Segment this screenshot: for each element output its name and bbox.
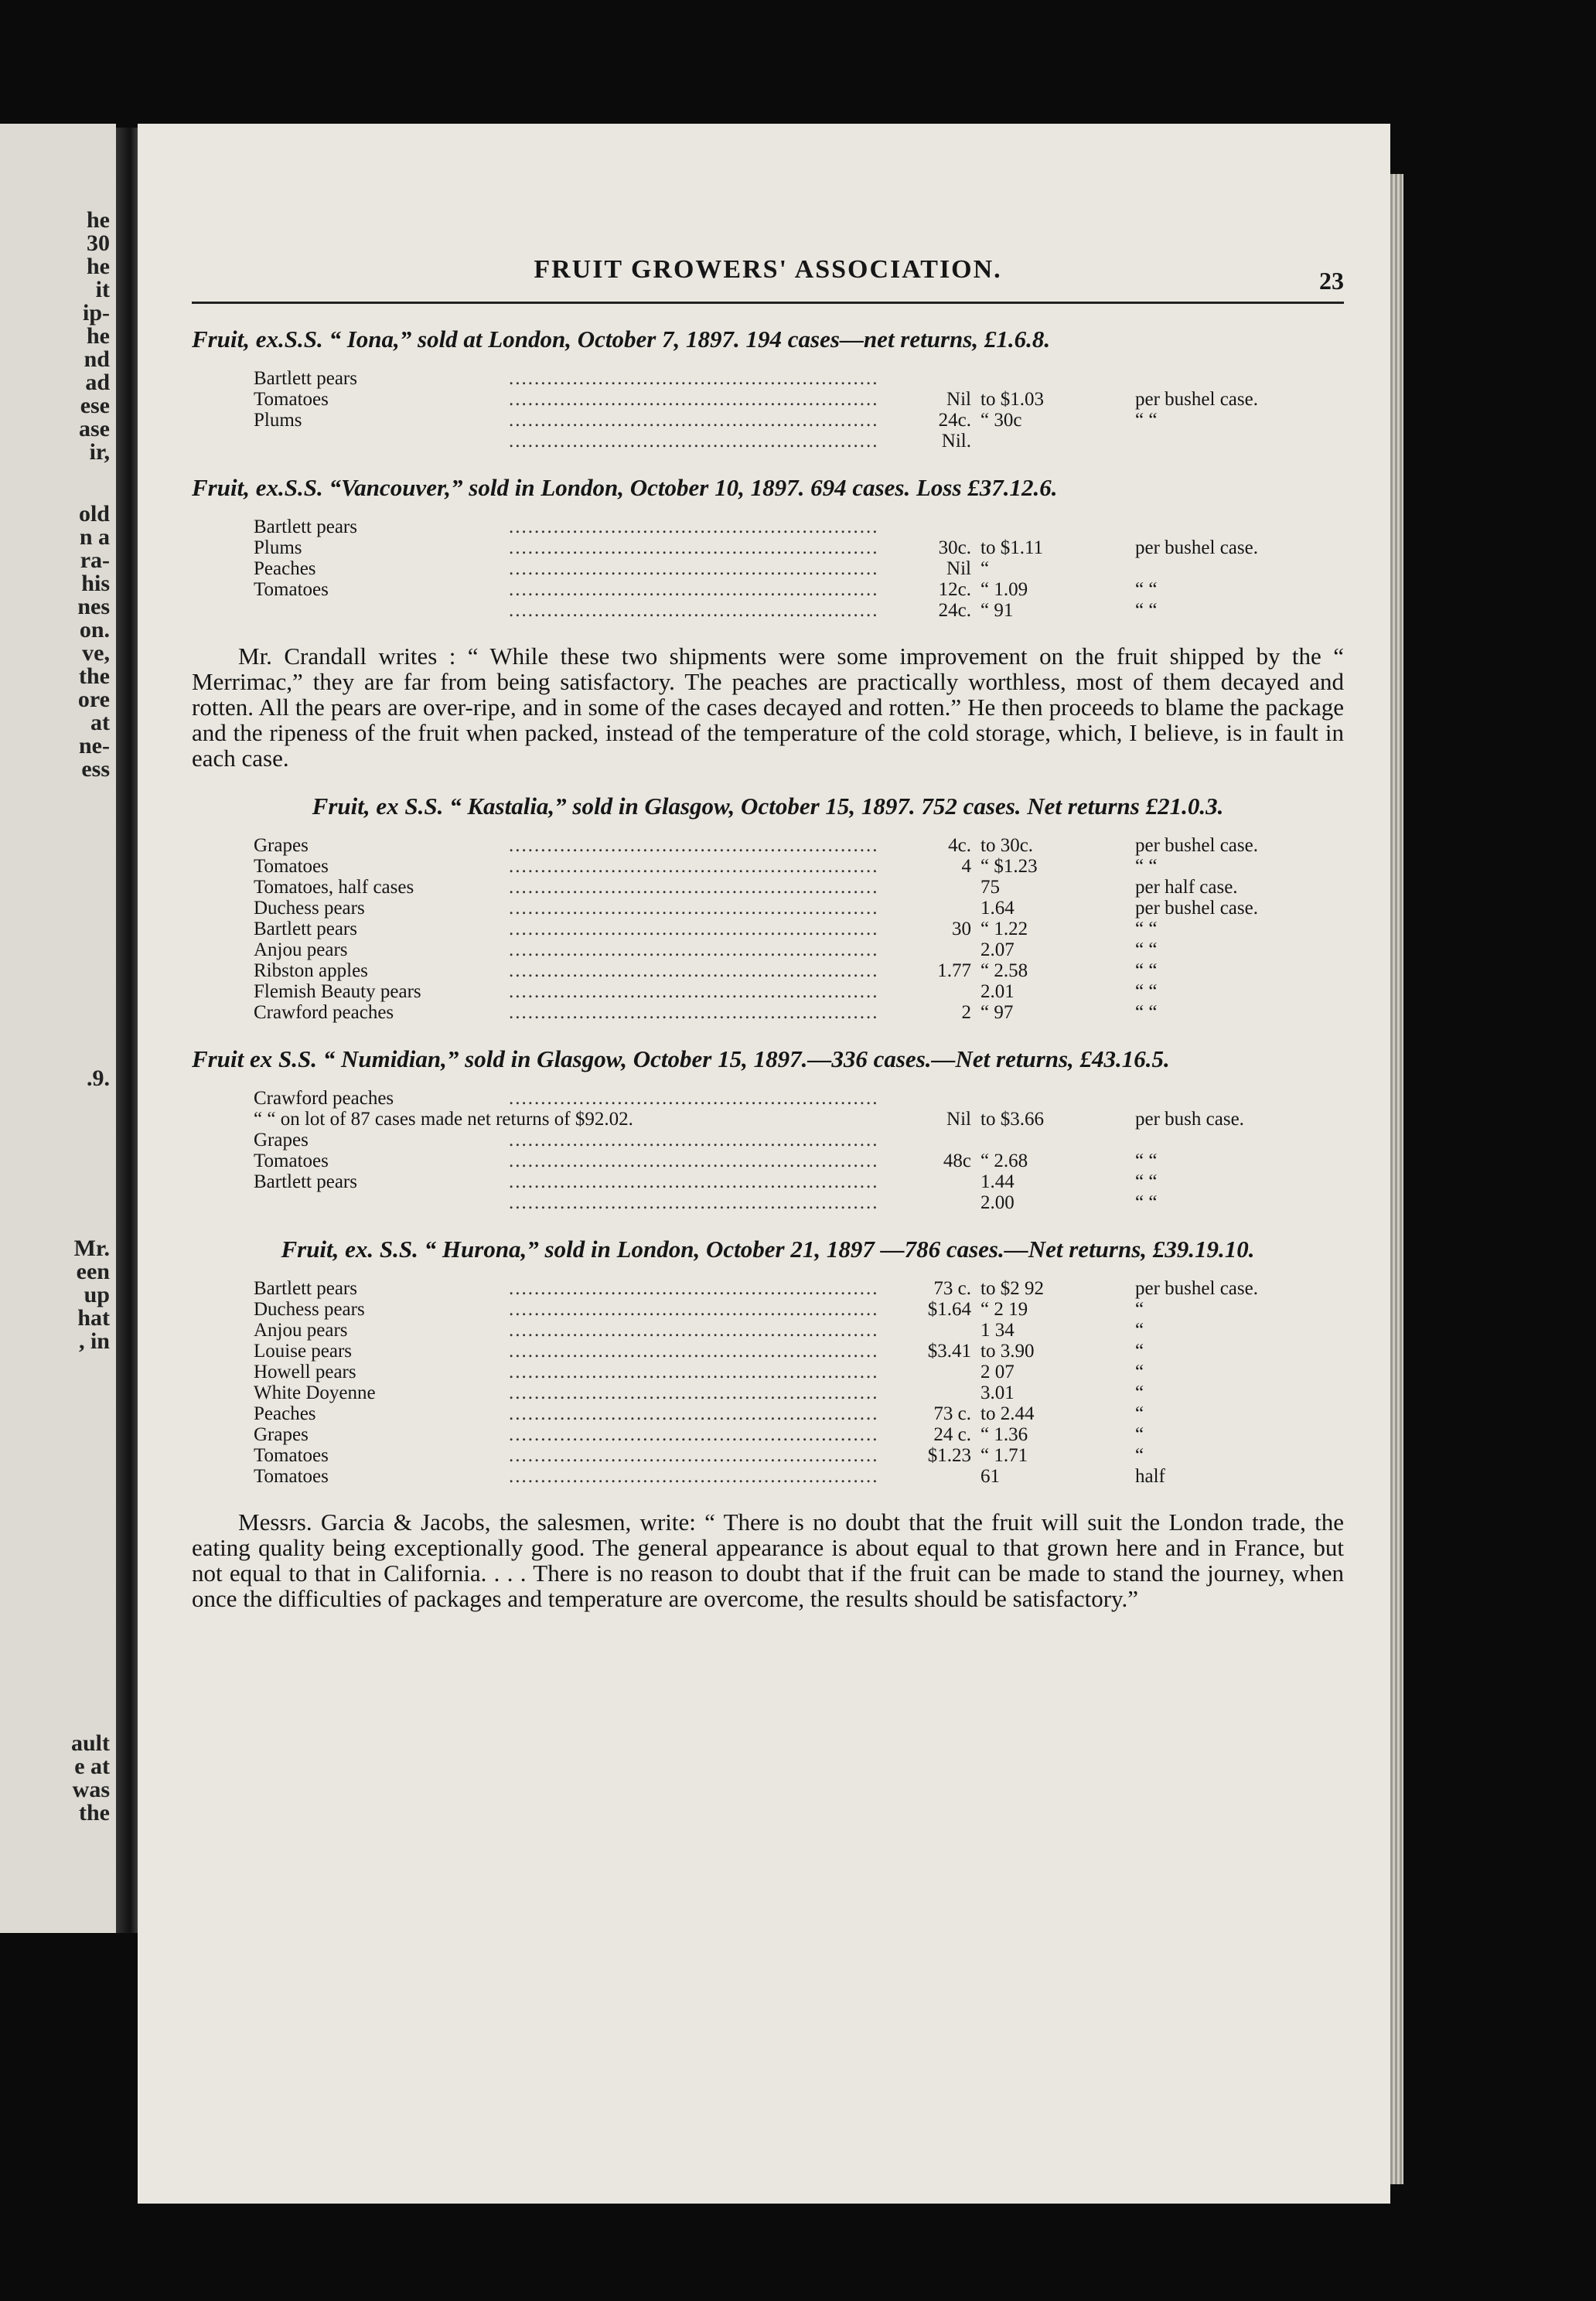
facing-page-fragment: on. bbox=[79, 617, 110, 643]
price-low bbox=[880, 1172, 980, 1193]
facing-page-fragment: ip- bbox=[82, 300, 110, 326]
price-low bbox=[880, 878, 980, 898]
price-unit: per bushel case. bbox=[1135, 898, 1258, 919]
price-low: 24c. bbox=[938, 601, 971, 621]
price-high: to $2 92 bbox=[980, 1279, 1044, 1299]
price-high: “ 1.36 bbox=[980, 1425, 1028, 1445]
price-low bbox=[880, 1130, 980, 1151]
price-low: 24c. bbox=[938, 411, 971, 431]
fruit-item: Tomatoes, half cases bbox=[254, 878, 414, 898]
facing-page-fragment: ese bbox=[80, 393, 110, 418]
fruit-item: Bartlett pears bbox=[254, 919, 357, 939]
price-row bbox=[254, 1110, 1290, 1130]
facing-page-fragment: at bbox=[90, 710, 110, 735]
leader-dots bbox=[509, 961, 880, 982]
fruit-item: Crawford peaches bbox=[254, 1089, 394, 1109]
leader-dots bbox=[509, 1279, 880, 1300]
price-row bbox=[254, 1279, 1290, 1300]
price-high: to $3.66 bbox=[980, 1110, 1044, 1130]
fruit-item: Tomatoes bbox=[254, 1151, 329, 1171]
fruit-item: Plums bbox=[254, 411, 302, 431]
leader-dots bbox=[509, 431, 880, 452]
running-header bbox=[192, 255, 1344, 304]
price-high: to $1.03 bbox=[980, 390, 1044, 410]
price-row bbox=[254, 940, 1290, 961]
price-unit: “ bbox=[1135, 1446, 1144, 1466]
price-table bbox=[254, 1089, 1290, 1214]
price-high: 2.07 bbox=[980, 940, 1015, 960]
price-row bbox=[254, 982, 1290, 1003]
price-high: 2.00 bbox=[980, 1193, 1015, 1213]
price-low bbox=[880, 1089, 980, 1110]
facing-page-fragment: old bbox=[78, 501, 110, 527]
facing-page-fragment: he bbox=[87, 254, 110, 279]
facing-page-fragment: ase bbox=[79, 416, 110, 441]
price-row bbox=[254, 431, 1290, 452]
price-unit: “ bbox=[1135, 1341, 1144, 1362]
price-high bbox=[980, 1089, 1135, 1110]
price-unit: “ “ bbox=[1135, 411, 1158, 431]
leader-dots bbox=[509, 940, 880, 961]
facing-page-fragment: was bbox=[72, 1777, 110, 1802]
price-low: 24 c. bbox=[933, 1425, 971, 1445]
price-high: “ 2.68 bbox=[980, 1151, 1028, 1171]
fruit-item: Louise pears bbox=[254, 1341, 353, 1362]
facing-page-fragment: e at bbox=[74, 1754, 110, 1779]
fruit-item: White Doyenne bbox=[254, 1383, 376, 1403]
price-low bbox=[880, 982, 980, 1003]
price-high: “ 97 bbox=[980, 1003, 1014, 1023]
price-unit: per bushel case. bbox=[1135, 538, 1258, 558]
facing-page-fragment: ault bbox=[70, 1730, 110, 1756]
price-row bbox=[254, 1446, 1290, 1467]
price-unit bbox=[1135, 1130, 1290, 1151]
leader-dots bbox=[509, 517, 880, 538]
fruit-item: Ribston apples bbox=[254, 961, 368, 981]
shipments-section-2 bbox=[192, 791, 1344, 1488]
facing-page-fragment: een bbox=[76, 1259, 110, 1284]
price-row bbox=[254, 580, 1290, 601]
price-table bbox=[254, 517, 1290, 622]
price-high: 1 34 bbox=[980, 1321, 1015, 1341]
price-row bbox=[254, 1362, 1290, 1383]
leader-dots bbox=[509, 1404, 880, 1425]
price-low: Nil bbox=[946, 559, 971, 579]
price-unit bbox=[1135, 559, 1290, 580]
price-low: 4c. bbox=[948, 836, 971, 856]
price-low bbox=[880, 1362, 980, 1383]
price-row bbox=[254, 1300, 1290, 1321]
facing-page-fragment: 30 bbox=[87, 230, 110, 256]
price-low: 73 c. bbox=[933, 1404, 971, 1424]
price-unit: “ “ bbox=[1135, 940, 1158, 960]
price-unit: per bush case. bbox=[1135, 1110, 1244, 1130]
leader-dots bbox=[509, 1172, 880, 1193]
price-low bbox=[880, 369, 980, 390]
fruit-item: Flemish Beauty pears bbox=[254, 982, 421, 1002]
fruit-item: Grapes bbox=[254, 1130, 309, 1150]
price-low bbox=[880, 517, 980, 538]
price-low: 30 bbox=[952, 919, 971, 939]
price-low: 73 c. bbox=[933, 1279, 971, 1299]
price-unit: “ “ bbox=[1135, 1193, 1158, 1213]
fruit-item: Bartlett pears bbox=[254, 1172, 357, 1192]
price-low: $1.23 bbox=[927, 1446, 971, 1466]
price-high: to 3.90 bbox=[980, 1341, 1035, 1362]
price-high: 3.01 bbox=[980, 1383, 1015, 1403]
price-unit: per bushel case. bbox=[1135, 836, 1258, 856]
facing-page bbox=[0, 124, 116, 1933]
price-row bbox=[254, 878, 1290, 898]
fruit-item: Tomatoes bbox=[254, 580, 329, 600]
price-high: 1.64 bbox=[980, 898, 1015, 919]
fruit-item: Plums bbox=[254, 538, 302, 558]
facing-page-fragment: ad bbox=[85, 370, 110, 395]
leader-dots bbox=[509, 1362, 880, 1383]
leader-dots bbox=[509, 919, 880, 940]
price-low: 2 bbox=[961, 1003, 971, 1023]
price-row bbox=[254, 517, 1290, 538]
price-high: to 2.44 bbox=[980, 1404, 1035, 1424]
price-high: “ bbox=[980, 559, 990, 579]
fruit-item bbox=[254, 431, 509, 452]
price-high: 61 bbox=[980, 1467, 1000, 1487]
fruit-item: Tomatoes bbox=[254, 857, 329, 877]
price-unit bbox=[1135, 369, 1290, 390]
price-unit: “ bbox=[1135, 1362, 1144, 1382]
facing-page-fragment: ir, bbox=[89, 439, 110, 465]
facing-page-fragment: the bbox=[79, 663, 110, 689]
fruit-item: Grapes bbox=[254, 1425, 309, 1445]
price-low: Nil bbox=[946, 1110, 971, 1130]
leader-dots bbox=[509, 601, 880, 622]
shipment-heading: Fruit, ex.S.S. “ Iona,” sold at London, October 7, 1897. 194 cases—net returns, £1.6.8. bbox=[192, 326, 1051, 353]
leader-dots bbox=[509, 369, 880, 390]
price-unit: per bushel case. bbox=[1135, 390, 1258, 410]
leader-dots bbox=[509, 878, 880, 898]
fruit-item bbox=[254, 1193, 509, 1214]
price-high bbox=[980, 517, 1135, 538]
fruit-item: Anjou pears bbox=[254, 1321, 348, 1341]
price-low: 30c. bbox=[938, 538, 971, 558]
price-table bbox=[254, 1279, 1290, 1488]
leader-dots bbox=[509, 1003, 880, 1024]
price-row bbox=[254, 369, 1290, 390]
price-high: “ 1.09 bbox=[980, 580, 1028, 600]
price-high: “ 30c bbox=[980, 411, 1022, 431]
facing-page-fragment: he bbox=[87, 207, 110, 233]
shipments-section-1 bbox=[192, 324, 1344, 622]
facing-page-fragment: ne- bbox=[79, 733, 110, 758]
price-low: Nil bbox=[946, 390, 971, 410]
price-table bbox=[254, 369, 1290, 452]
facing-page-fragment: nes bbox=[77, 594, 110, 619]
price-low: 48c bbox=[943, 1151, 971, 1171]
price-unit: “ “ bbox=[1135, 580, 1158, 600]
fruit-item: Crawford peaches bbox=[254, 1003, 394, 1023]
price-low bbox=[880, 1321, 980, 1341]
price-row bbox=[254, 919, 1290, 940]
price-unit: “ “ bbox=[1135, 1003, 1158, 1023]
price-high: to 30c. bbox=[980, 836, 1034, 856]
leader-dots bbox=[509, 1321, 880, 1341]
price-low: 1.77 bbox=[937, 961, 971, 981]
facing-page-fragment: his bbox=[81, 571, 110, 596]
leader-dots bbox=[509, 1151, 880, 1172]
price-high bbox=[980, 431, 1135, 452]
leader-dots bbox=[509, 559, 880, 580]
facing-page-fragment: it bbox=[95, 277, 110, 302]
price-low bbox=[880, 898, 980, 919]
price-unit: per half case. bbox=[1135, 878, 1238, 898]
price-row bbox=[254, 411, 1290, 431]
price-row bbox=[254, 1193, 1290, 1214]
leader-dots bbox=[509, 1089, 880, 1110]
price-unit: “ “ bbox=[1135, 961, 1158, 981]
fruit-item: Tomatoes bbox=[254, 1446, 329, 1466]
fruit-item: Tomatoes bbox=[254, 1467, 329, 1487]
price-row bbox=[254, 1425, 1290, 1446]
price-low: 4 bbox=[961, 857, 971, 877]
leader-dots bbox=[509, 538, 880, 559]
price-row bbox=[254, 559, 1290, 580]
price-high bbox=[980, 1130, 1135, 1151]
fruit-item: Peaches bbox=[254, 559, 316, 579]
fruit-item: “ “ on lot of 87 cases made net returns of $92.02. bbox=[254, 1110, 633, 1130]
price-row bbox=[254, 1341, 1290, 1362]
price-unit: “ bbox=[1135, 1300, 1144, 1320]
fruit-item: Bartlett pears bbox=[254, 517, 357, 537]
price-low bbox=[880, 1193, 980, 1214]
shipment-heading: Fruit, ex S.S. “ Kastalia,” sold in Glasgow, October 15, 1897. 752 cases. Net returns £21.0.3. bbox=[312, 793, 1224, 820]
price-row bbox=[254, 857, 1290, 878]
page-content bbox=[192, 255, 1344, 1627]
price-unit: per bushel case. bbox=[1135, 1279, 1258, 1299]
price-high: “ 2.58 bbox=[980, 961, 1028, 981]
price-row bbox=[254, 1151, 1290, 1172]
fruit-item bbox=[254, 601, 509, 622]
price-table bbox=[254, 836, 1290, 1024]
price-low: $3.41 bbox=[927, 1341, 971, 1362]
book-gutter bbox=[116, 128, 139, 1933]
leader-dots bbox=[509, 836, 880, 857]
facing-page-fragment: .9. bbox=[87, 1065, 110, 1091]
facing-page-fragment: ore bbox=[77, 687, 110, 712]
leader-dots bbox=[509, 898, 880, 919]
leader-dots bbox=[509, 1425, 880, 1446]
fruit-item: Peaches bbox=[254, 1404, 316, 1424]
facing-page-fragment: Mr. bbox=[73, 1236, 110, 1261]
shipment-heading: Fruit ex S.S. “ Numidian,” sold in Glasgow, October 15, 1897.—336 cases.—Net returns, £43.16.5. bbox=[192, 1045, 1170, 1072]
price-unit: “ “ bbox=[1135, 982, 1158, 1002]
facing-page-fragment: ve, bbox=[82, 640, 110, 666]
price-row bbox=[254, 1003, 1290, 1024]
price-unit: “ “ bbox=[1135, 1172, 1158, 1192]
price-row bbox=[254, 836, 1290, 857]
leader-dots bbox=[509, 1130, 880, 1151]
leader-dots bbox=[509, 1300, 880, 1321]
price-high bbox=[980, 369, 1135, 390]
book-page bbox=[138, 124, 1390, 2204]
leader-dots bbox=[509, 1383, 880, 1404]
price-low: Nil. bbox=[941, 431, 971, 452]
fruit-item: Howell pears bbox=[254, 1362, 356, 1382]
facing-page-fragment: n a bbox=[79, 524, 110, 550]
price-unit: half bbox=[1135, 1467, 1165, 1487]
price-unit: “ “ bbox=[1135, 601, 1158, 621]
price-unit bbox=[1135, 431, 1290, 452]
fruit-item: Duchess pears bbox=[254, 898, 365, 919]
price-high: “ 2 19 bbox=[980, 1300, 1028, 1320]
facing-page-fragment: , in bbox=[78, 1328, 110, 1354]
shipment-heading: Fruit, ex. S.S. “ Hurona,” sold in London, October 21, 1897 —786 cases.—Net returns, £39.19.10. bbox=[281, 1236, 1255, 1263]
leader-dots bbox=[509, 1193, 880, 1214]
price-unit bbox=[1135, 1089, 1290, 1110]
price-unit bbox=[1135, 517, 1290, 538]
price-high: “ 1.22 bbox=[980, 919, 1028, 939]
price-row bbox=[254, 1130, 1290, 1151]
price-row bbox=[254, 961, 1290, 982]
facing-page-fragment: nd bbox=[84, 346, 110, 372]
price-low: 12c. bbox=[938, 580, 971, 600]
price-high: “ $1.23 bbox=[980, 857, 1038, 877]
price-low: $1.64 bbox=[927, 1300, 971, 1320]
fruit-item: Bartlett pears bbox=[254, 1279, 357, 1299]
price-high: 75 bbox=[980, 878, 1000, 898]
fruit-item: Duchess pears bbox=[254, 1300, 365, 1320]
fruit-item: Grapes bbox=[254, 836, 309, 856]
price-high: “ 91 bbox=[980, 601, 1014, 621]
leader-dots bbox=[509, 982, 880, 1003]
price-row bbox=[254, 1172, 1290, 1193]
price-high: 1.44 bbox=[980, 1172, 1015, 1192]
facing-page-fragment: up bbox=[84, 1282, 110, 1307]
price-unit: “ bbox=[1135, 1383, 1144, 1403]
price-high: “ 1.71 bbox=[980, 1446, 1028, 1466]
price-row bbox=[254, 601, 1290, 622]
page-number: 23 bbox=[1319, 267, 1344, 295]
price-unit: “ bbox=[1135, 1321, 1144, 1341]
price-unit: “ “ bbox=[1135, 919, 1158, 939]
price-row bbox=[254, 1467, 1290, 1488]
facing-page-fragment: ra- bbox=[80, 547, 110, 573]
leader-dots bbox=[509, 411, 880, 431]
price-row bbox=[254, 390, 1290, 411]
price-row bbox=[254, 1404, 1290, 1425]
garcia-jacobs-paragraph: Messrs. Garcia & Jacobs, the salesmen, write: “ There is no doubt that the fruit will suit the London trade, the eating quality being exceptionally good. The general appearance is about equal to that grown here and in France, but not equal to that in California. . . . There is no reason to doubt that if the fruit can be made to stand the journey, when once the difficulties of packages and temperature are overcome, the results should be satisfactory.” bbox=[192, 1508, 1344, 1612]
shipment-heading: Fruit, ex.S.S. “Vancouver,” sold in London, October 10, 1897. 694 cases. Loss £37.12.6. bbox=[192, 474, 1058, 501]
leader-dots bbox=[509, 857, 880, 878]
leader-dots bbox=[509, 1467, 880, 1488]
facing-page-fragment: he bbox=[87, 323, 110, 349]
price-low bbox=[880, 1467, 980, 1488]
price-high: 2 07 bbox=[980, 1362, 1015, 1382]
price-unit: “ “ bbox=[1135, 1151, 1158, 1171]
price-row bbox=[254, 1383, 1290, 1404]
price-row bbox=[254, 1321, 1290, 1341]
fruit-item: Bartlett pears bbox=[254, 369, 357, 389]
price-low bbox=[880, 940, 980, 961]
price-high: 2.01 bbox=[980, 982, 1015, 1002]
price-unit: “ bbox=[1135, 1404, 1144, 1424]
leader-dots bbox=[509, 390, 880, 411]
leader-dots bbox=[509, 1446, 880, 1467]
fruit-item: Tomatoes bbox=[254, 390, 329, 410]
facing-page-fragment: hat bbox=[77, 1305, 110, 1331]
price-unit: “ “ bbox=[1135, 857, 1158, 877]
price-row bbox=[254, 898, 1290, 919]
price-unit: “ bbox=[1135, 1425, 1144, 1445]
fruit-item: Anjou pears bbox=[254, 940, 348, 960]
price-row bbox=[254, 538, 1290, 559]
crandall-paragraph: Mr. Crandall writes : “ While these two shipments were some improvement on the fruit shipped by the “ Merrimac,” they are far from being satisfactory. The peaches are practically worthless, most of them decayed and rotten. All the pears are over-ripe, and in some of the cases decayed and rotten.” He then proceeds to blame the package and the ripeness of the fruit when packed, instead of the temperature of the cold storage, which, I believe, is in fault in each case. bbox=[192, 643, 1344, 772]
facing-page-fragment: the bbox=[79, 1800, 110, 1825]
price-high: to $1.11 bbox=[980, 538, 1044, 558]
price-low bbox=[880, 1383, 980, 1404]
facing-page-fragment: ess bbox=[81, 756, 110, 782]
page-title: FRUIT GROWERS' ASSOCIATION. bbox=[534, 255, 1002, 284]
price-row bbox=[254, 1089, 1290, 1110]
leader-dots bbox=[509, 1341, 880, 1362]
leader-dots bbox=[509, 580, 880, 601]
